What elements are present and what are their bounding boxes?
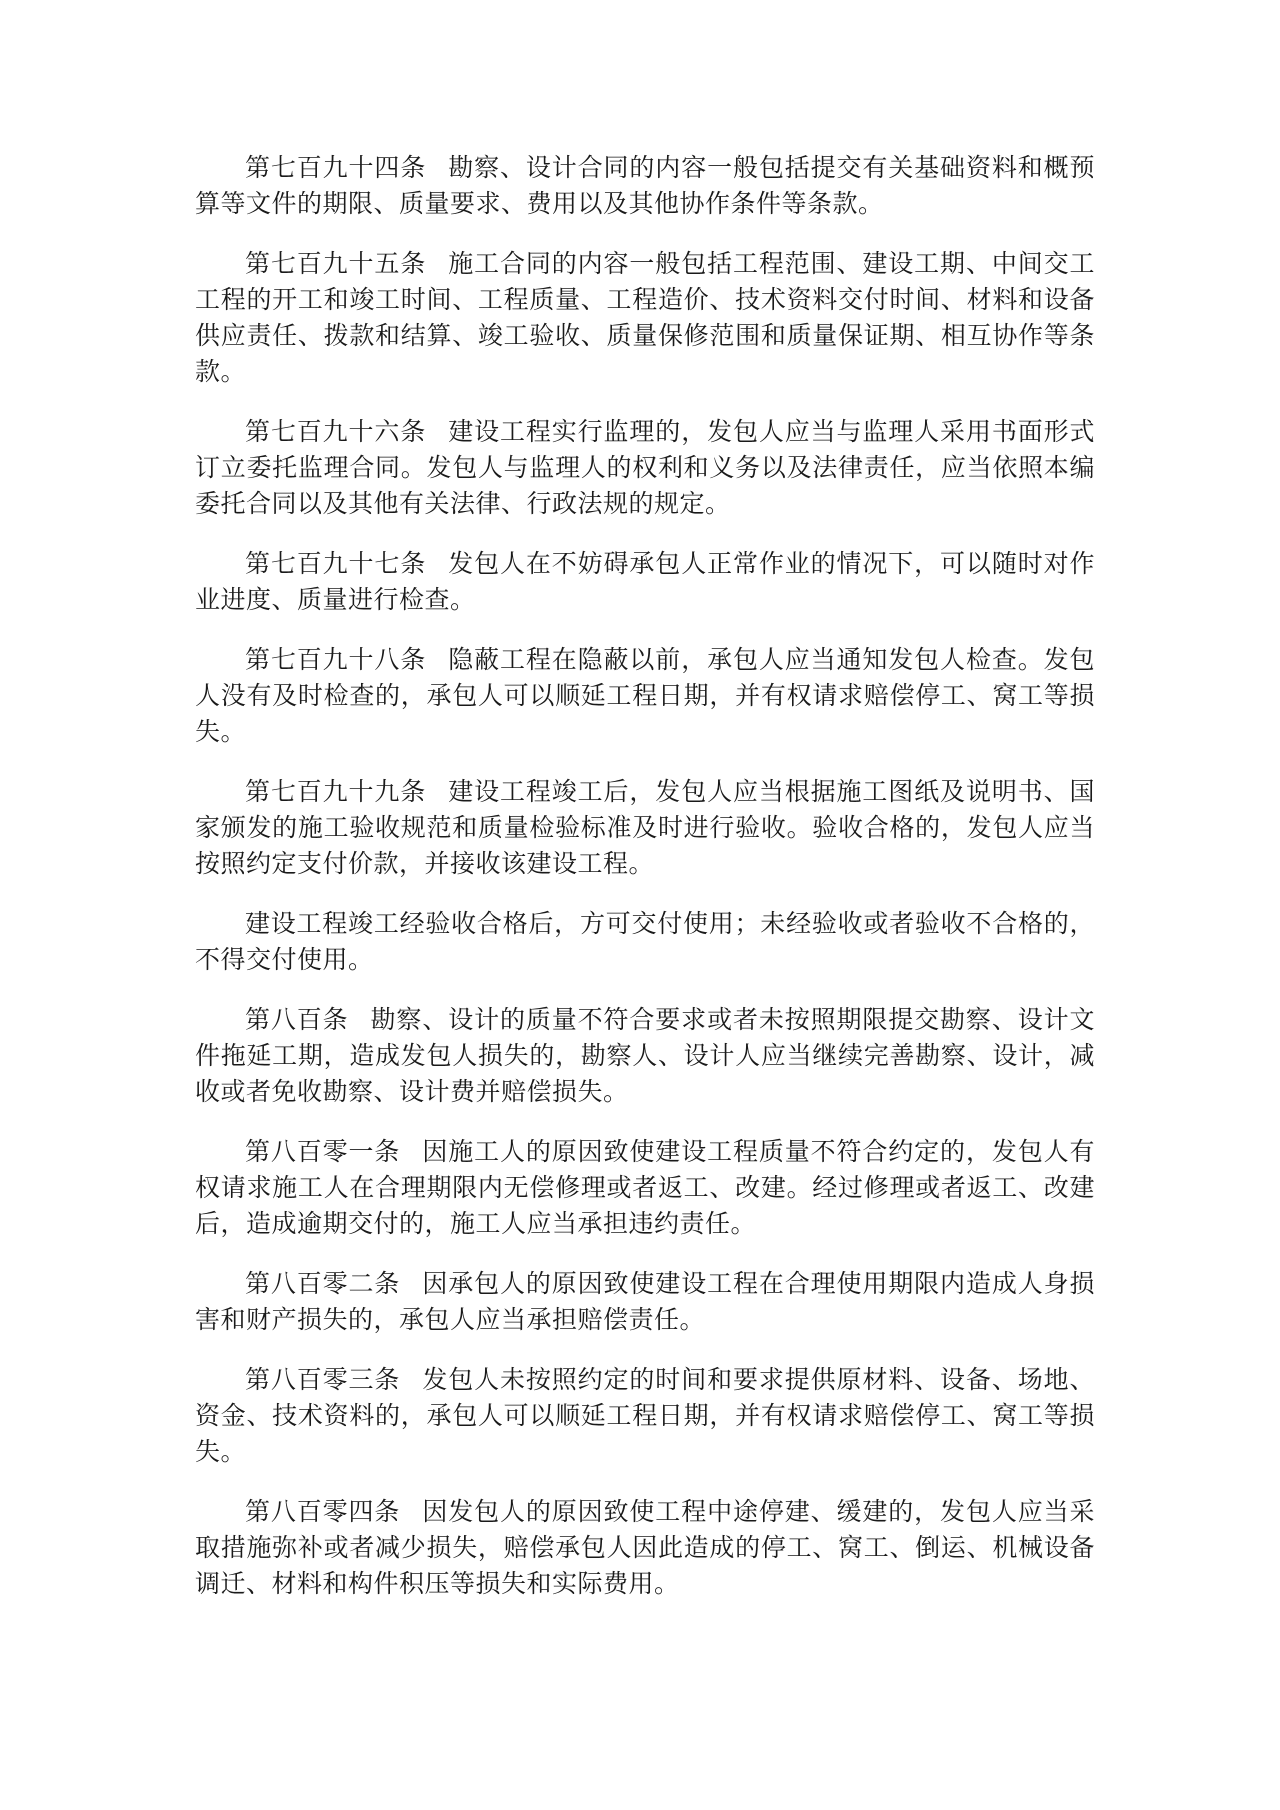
article-text: 隐蔽工程在隐蔽以前，承包人应当通知发包人检查。发包人没有及时检查的，承包人可以顺延工程日期，并有权请求赔偿停工、窝工等损失。 [195,645,1095,746]
article-number: 第八百零三条 [245,1365,401,1394]
article-text: 勘察、设计的质量不符合要求或者未按照期限提交勘察、设计文件拖延工期，造成发包人损失的，勘察人、设计人应当继续完善勘察、设计，减收或者免收勘察、设计费并赔偿损失。 [195,1005,1095,1106]
article-text: 施工合同的内容一般包括工程范围、建设工期、中间交工工程的开工和竣工时间、工程质量、工程造价、技术资料交付时间、材料和设备供应责任、拨款和结算、竣工验收、质量保修范围和质量保证期、相互协作等条款。 [195,249,1095,386]
article-text: 勘察、设计合同的内容一般包括提交有关基础资料和概预算等文件的期限、质量要求、费用以及其他协作条件等条款。 [195,153,1095,218]
article-text: 因承包人的原因致使建设工程在合理使用期限内造成人身损害和财产损失的，承包人应当承担赔偿责任。 [195,1269,1095,1334]
paragraph-article-800 [195,1002,1095,1110]
article-number: 第八百零二条 [245,1269,401,1298]
paragraph-article-802 [195,1266,1095,1338]
article-number: 第七百九十四条 [245,153,427,182]
paragraph-article-796 [195,414,1095,522]
article-number: 第七百九十六条 [245,417,427,446]
article-text: 建设工程实行监理的，发包人应当与监理人采用书面形式订立委托监理合同。发包人与监理人的权利和义务以及法律责任，应当依照本编委托合同以及其他有关法律、行政法规的规定。 [195,417,1095,518]
article-number: 第七百九十八条 [245,645,427,674]
article-number: 第七百九十九条 [245,777,427,806]
article-text: 发包人未按照约定的时间和要求提供原材料、设备、场地、资金、技术资料的，承包人可以顺延工程日期，并有权请求赔偿停工、窝工等损失。 [195,1365,1095,1466]
article-number: 第七百九十七条 [245,549,427,578]
paragraph-article-794 [195,150,1095,222]
article-text: 因发包人的原因致使工程中途停建、缓建的，发包人应当采取措施弥补或者减少损失，赔偿承包人因此造成的停工、窝工、倒运、机械设备调迁、材料和构件积压等损失和实际费用。 [195,1497,1095,1598]
article-number: 第七百九十五条 [245,249,427,278]
paragraph-article-799 [195,774,1095,882]
article-text: 建设工程竣工经验收合格后，方可交付使用；未经验收或者验收不合格的，不得交付使用。 [195,909,1095,974]
article-text: 因施工人的原因致使建设工程质量不符合约定的，发包人有权请求施工人在合理期限内无偿修理或者返工、改建。经过修理或者返工、改建后，造成逾期交付的，施工人应当承担违约责任。 [195,1137,1095,1238]
article-text: 发包人在不妨碍承包人正常作业的情况下，可以随时对作业进度、质量进行检查。 [195,549,1095,614]
article-text: 建设工程竣工后，发包人应当根据施工图纸及说明书、国家颁发的施工验收规范和质量检验标准及时进行验收。验收合格的，发包人应当按照约定支付价款，并接收该建设工程。 [195,777,1095,878]
paragraph-article-798 [195,642,1095,750]
article-number: 第八百零一条 [245,1137,401,1166]
article-number: 第八百零四条 [245,1497,401,1526]
article-number: 第八百条 [245,1005,349,1034]
paragraph-article-799-clause-2 [195,906,1095,978]
paragraph-article-804 [195,1494,1095,1602]
paragraph-article-801 [195,1134,1095,1242]
paragraph-article-803 [195,1362,1095,1470]
paragraph-article-795 [195,246,1095,390]
document-body [195,150,1095,1626]
paragraph-article-797 [195,546,1095,618]
